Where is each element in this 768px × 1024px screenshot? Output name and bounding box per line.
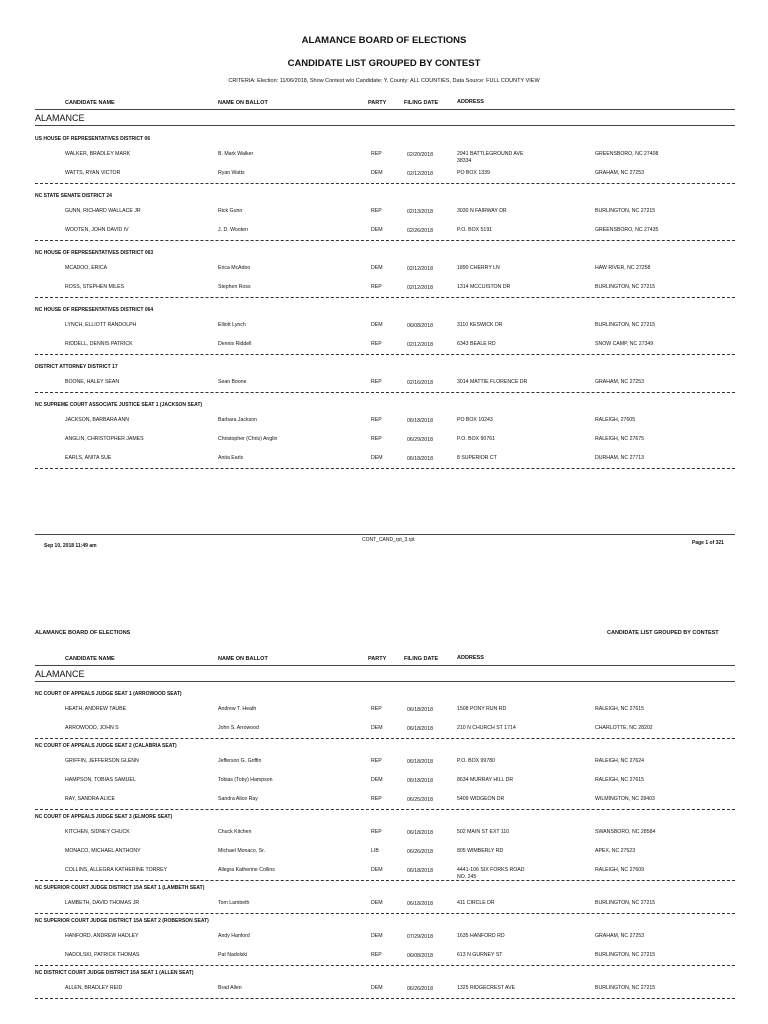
address-line: 1635 HANFORD RD [457,933,505,939]
contest-divider [35,738,735,739]
address-line: 502 MAIN ST EXT 110 [457,829,510,835]
filing-date: 02/20/2018 [407,152,433,158]
party: REP [371,208,382,214]
filing-date: 06/18/2018 [407,759,433,765]
candidate-name: GUNN, RICHARD WALLACE JR [65,208,141,214]
header-filing-date: FILING DATE [404,656,439,662]
address-line: 3110 KESWICK DR [457,322,503,328]
candidate-name: ANGLIN, CHRISTOPHER JAMES [65,436,144,442]
name-on-ballot: Dennis Riddell [218,341,252,347]
contest-divider [35,297,735,298]
candidate-name: WATTS, RYAN VICTOR [65,170,121,176]
filing-date: 06/18/2018 [407,418,433,424]
contest-title: NC HOUSE OF REPRESENTATIVES DISTRICT 064 [35,307,154,313]
party: REP [371,379,382,385]
candidate-name: EARLS, ANITA SUE [65,455,112,461]
city-state-zip: RALEIGH, NC 27609 [595,867,645,873]
contest-divider [35,809,735,810]
party: DEM [371,170,383,176]
filing-date: 06/29/2018 [407,437,433,443]
contest-title: US HOUSE OF REPRESENTATIVES DISTRICT 06 [35,136,151,142]
candidate-name: NADOLSKI, PATRICK THOMAS [65,952,140,958]
name-on-ballot: Elliott Lynch [218,322,246,328]
filing-date: 06/18/2018 [407,830,433,836]
name-on-ballot: John S. Arrowood [218,725,259,731]
candidate-name: HAMPSON, TOBIAS SAMUEL [65,777,136,783]
party: DEM [371,867,383,873]
candidate-name: ROSS, STEPHEN MILES [65,284,125,290]
report-criteria: CRITERIA: Election: 11/06/2018, Show Contest w/o Candidate: Y, County: ALL COUNTIES, Data Source: FULL COUNTY VIEW [228,78,540,84]
filing-date: 06/08/2018 [407,323,433,329]
party: REP [371,284,382,290]
name-on-ballot: Ryan Watts [218,170,245,176]
city-state-zip: DURHAM, NC 27713 [595,455,645,461]
footer-rule [35,534,735,535]
filing-date: 06/18/2018 [407,868,433,874]
city-state-zip: CHARLOTTE, NC 28202 [595,725,653,731]
contest-divider [35,392,735,393]
filing-date: 02/26/2018 [407,228,433,234]
party: DEM [371,933,383,939]
address-line: P.O. BOX 90761 [457,436,495,442]
contest-title: NC SUPERIOR COURT JUDGE DISTRICT 15A SEAT 2 (ROBERSON SEAT) [35,918,209,924]
name-on-ballot: Jefferson G. Griffin [218,758,262,764]
address-line: 1890 CHERRY LN [457,265,500,271]
filing-date: 06/08/2018 [407,953,433,959]
footer-report-name: CONT_CAND_rpt_3.rpt [362,537,415,543]
party: DEM [371,322,383,328]
name-on-ballot: Allegra Katherine Collins [218,867,275,873]
page2-left-title: ALAMANCE BOARD OF ELECTIONS [35,630,131,636]
party: REP [371,151,382,157]
name-on-ballot: J. D. Wooten [218,227,248,233]
contest-title: NC STATE SENATE DISTRICT 24 [35,193,112,199]
filing-date: 06/25/2018 [407,797,433,803]
address-line: 8 SUPERIOR CT [457,455,497,461]
contest-title: NC SUPERIOR COURT JUDGE DISTRICT 15A SEAT 1 (LAMBETH SEAT) [35,885,205,891]
party: REP [371,341,382,347]
address-line-2: NO. 245 [457,874,477,880]
candidate-name: LAMBETH, DAVID THOMAS JR [65,900,140,906]
name-on-ballot: Erica McAdoo [218,265,251,271]
city-state-zip: SWANSBORO, NC 28584 [595,829,656,835]
party: DEM [371,777,383,783]
city-state-zip: GRAHAM, NC 27253 [595,379,645,385]
address-line: 1508 PONY RUN RD [457,706,507,712]
filing-date: 06/18/2018 [407,456,433,462]
header-address: ADDRESS [457,99,484,105]
city-state-zip: APEX, NC 27523 [595,848,636,854]
address-line: 805 WIMBERLY RD [457,848,504,854]
party: REP [371,758,382,764]
contest-title: NC COURT OF APPEALS JUDGE SEAT 3 (ELMORE SEAT) [35,814,173,820]
contest-divider [35,240,735,241]
candidate-name: JACKSON, BARBARA ANN [65,417,129,423]
header-candidate-name: CANDIDATE NAME [65,656,115,662]
city-state-zip: RALEIGH, NC 27615 [595,777,645,783]
county-rule [35,125,735,126]
address-line-2: 38334 [457,158,472,164]
filing-date: 06/26/2018 [407,849,433,855]
city-state-zip: BURLINGTON, NC 27215 [595,322,656,328]
report-title: ALAMANCE BOARD OF ELECTIONS [301,35,467,46]
filing-date: 02/13/2018 [407,209,433,215]
city-state-zip: RALEIGH, NC 27624 [595,758,645,764]
footer-page-number: Page 1 of 321 [692,540,724,546]
address-line: 3014 MATTIE FLORENCE DR [457,379,528,385]
county-name: ALAMANCE [35,113,85,123]
candidate-name: RAY, SANDRA ALICE [65,796,115,802]
contest-divider [35,354,735,355]
header-address: ADDRESS [457,655,484,661]
city-state-zip: BURLINGTON, NC 27215 [595,952,656,958]
city-state-zip: BURLINGTON, NC 27215 [595,985,656,991]
contest-title: NC COURT OF APPEALS JUDGE SEAT 1 (ARROWOOD SEAT) [35,691,182,697]
filing-date: 06/18/2018 [407,901,433,907]
candidate-name: RIDDELL, DENNIS PATRICK [65,341,133,347]
address-line: P.O. BOX 99780 [457,758,495,764]
candidate-name: COLLINS, ALLEGRA KATHERINE TORREY [65,867,168,873]
city-state-zip: WILMINGTON, NC 28403 [595,796,655,802]
contest-title: NC SUPREME COURT ASSOCIATE JUSTICE SEAT 1 (JACKSON SEAT) [35,402,203,408]
filing-date: 02/12/2018 [407,266,433,272]
header-rule [35,665,735,666]
candidate-name: HEATH, ANDREW TAUBE [65,706,127,712]
city-state-zip: RALEIGH, 27605 [595,417,636,423]
address-line: 411 CIRCLE DR [457,900,495,906]
candidate-name: WALKER, BRADLEY MARK [65,151,131,157]
address-line: 6343 BEALE RD [457,341,496,347]
filing-date: 02/12/2018 [407,342,433,348]
name-on-ballot: Sean Boone [218,379,247,385]
header-filing-date: FILING DATE [404,100,439,106]
city-state-zip: GREENSBORO, NC 27408 [595,151,659,157]
candidate-name: MCADOO, ERICA [65,265,108,271]
name-on-ballot: Brad Allen [218,985,242,991]
filing-date: 06/18/2018 [407,778,433,784]
address-line: 210 N CHURCH ST 1714 [457,725,516,731]
address-line: 8634 MURRAY HILL DR [457,777,514,783]
header-party: PARTY [368,100,387,106]
name-on-ballot: Sandra Alice Ray [218,796,258,802]
header-rule [35,109,735,110]
contest-divider [35,965,735,966]
candidate-name: LYNCH, ELLIOTT RANDOLPH [65,322,137,328]
party: REP [371,417,382,423]
party: DEM [371,985,383,991]
header-party: PARTY [368,656,387,662]
header-name-on-ballot: NAME ON BALLOT [218,100,268,106]
name-on-ballot: Chuck Kitchen [218,829,252,835]
city-state-zip: GRAHAM, NC 27253 [595,933,645,939]
city-state-zip: RALEIGH, NC 27675 [595,436,645,442]
contest-divider [35,913,735,914]
candidate-name: WOOTEN, JOHN DAVID IV [65,227,129,233]
contest-title: NC DISTRICT COURT JUDGE DISTRICT 15A SEAT 1 (ALLEN SEAT) [35,970,194,976]
party: REP [371,436,382,442]
filing-date: 02/12/2018 [407,171,433,177]
city-state-zip: BURLINGTON, NC 27215 [595,284,656,290]
contest-divider [35,468,735,469]
filing-date: 06/18/2018 [407,726,433,732]
address-line: 5409 WIDGEON DR [457,796,505,802]
candidate-name: GRIFFIN, JEFFERSON GLENN [65,758,139,764]
address-line: PO BOX 1339 [457,170,490,176]
name-on-ballot: Barbara Jackson [218,417,257,423]
name-on-ballot: Rick Gunn [218,208,243,214]
address-line: 3030 N FAIRWAY DR [457,208,507,214]
name-on-ballot: Stephen Ross [218,284,251,290]
report-subtitle: CANDIDATE LIST GROUPED BY CONTEST [287,58,481,69]
name-on-ballot: Pat Nadolski [218,952,248,958]
address-line: PO BOX 10243 [457,417,493,423]
filing-date: 06/26/2018 [407,986,433,992]
county-rule [35,681,735,682]
address-line: 1325 RIDGECREST AVE [457,985,516,991]
name-on-ballot: B. Mark Walker [218,151,254,157]
contest-title: NC HOUSE OF REPRESENTATIVES DISTRICT 063 [35,250,154,256]
address-line: 4441-106 SIX FORKS ROAD [457,867,525,873]
candidate-name: BOONE, HALEY SEAN [65,379,120,385]
name-on-ballot: Anita Earls [218,455,244,461]
party: REP [371,796,382,802]
name-on-ballot: Christopher (Chris) Anglin [218,436,278,442]
city-state-zip: BURLINGTON, NC 27215 [595,208,656,214]
candidate-name: KITCHEN, SIDNEY CHUCK [65,829,130,835]
party: DEM [371,725,383,731]
contest-divider [35,183,735,184]
contest-divider [35,880,735,881]
header-name-on-ballot: NAME ON BALLOT [218,656,268,662]
address-line: 2941 BATTLEGROUND AVE [457,151,524,157]
filing-date: 06/18/2018 [407,707,433,713]
filing-date: 07/29/2018 [407,934,433,940]
city-state-zip: GRAHAM, NC 27253 [595,170,645,176]
party: LIB [371,848,379,854]
city-state-zip: SNOW CAMP, NC 27349 [595,341,654,347]
name-on-ballot: Andy Hanford [218,933,250,939]
address-line: P.O. BOX 5191 [457,227,493,233]
city-state-zip: GREENSBORO, NC 27435 [595,227,659,233]
filing-date: 02/16/2018 [407,380,433,386]
footer-date: Sep 10, 2018 11:49 am [44,543,97,549]
candidate-name: ARROWOOD, JOHN S [65,725,119,731]
contest-title: DISTRICT ATTORNEY DISTRICT 17 [35,364,118,370]
party: REP [371,829,382,835]
filing-date: 02/12/2018 [407,285,433,291]
party: DEM [371,265,383,271]
party: DEM [371,227,383,233]
candidate-name: HANFORD, ANDREW HADLEY [65,933,139,939]
party: DEM [371,455,383,461]
address-line: 1314 MCCUISTON DR [457,284,511,290]
candidate-name: ALLEN, BRADLEY REID [65,985,123,991]
city-state-zip: HAW RIVER, NC 27258 [595,265,651,271]
name-on-ballot: Michael Monaco, Sr. [218,848,265,854]
city-state-zip: BURLINGTON, NC 27215 [595,900,656,906]
party: DEM [371,900,383,906]
city-state-zip: RALEIGH, NC 27615 [595,706,645,712]
name-on-ballot: Andrew T. Heath [218,706,257,712]
candidate-name: MONACO, MICHAEL ANTHONY [65,848,141,854]
party: REP [371,706,382,712]
contest-title: NC COURT OF APPEALS JUDGE SEAT 2 (CALABRIA SEAT) [35,743,177,749]
county-name: ALAMANCE [35,669,85,679]
header-candidate-name: CANDIDATE NAME [65,100,115,106]
name-on-ballot: Tobias (Toby) Hampson [218,777,273,783]
party: REP [371,952,382,958]
page2-right-title: CANDIDATE LIST GROUPED BY CONTEST [607,630,719,636]
contest-divider [35,998,735,999]
address-line: 613 N GURNEY ST [457,952,503,958]
name-on-ballot: Tom Lambeth [218,900,250,906]
